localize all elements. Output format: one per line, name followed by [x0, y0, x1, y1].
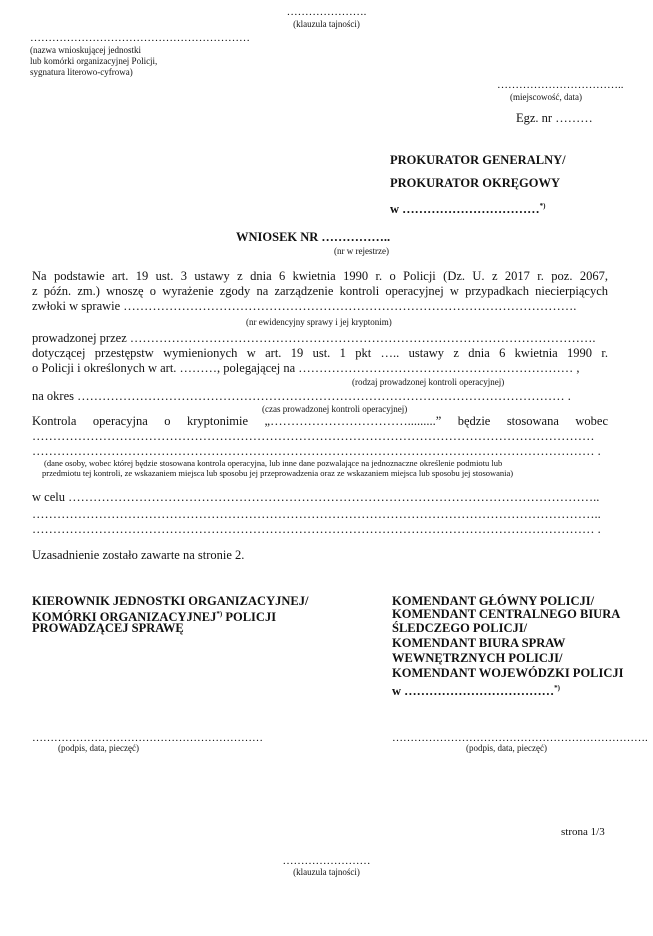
unit-dots: …………………………………………………… [30, 32, 250, 44]
unit-caption-2: lub komórki organizacyjnej Policji, [30, 56, 158, 66]
classification-dots-bottom: …………………… [282, 855, 371, 867]
left-signer-line-3: PROWADZĄCEJ SPRAWĘ [32, 621, 184, 635]
right-signature-dots: ……………………………………………………………. [392, 732, 648, 744]
right-signer-line-5: WEWNĘTRZNYCH POLICJI/ [392, 651, 563, 665]
control-type-caption: (rodzaj prowadzonej kontroli operacyjnej) [352, 377, 505, 387]
body-line-13: ……………………………………………………………………………………………………………………… . [32, 522, 601, 536]
right-signer-line-7: w ………………………………*) [392, 684, 560, 699]
right-signer-line-6: KOMENDANT WOJEWÓDZKI POLICJI [392, 666, 624, 680]
justification-note: Uzasadnienie zostało zawarte na stronie 2. [32, 548, 245, 562]
right-signer-line-4: KOMENDANT BIURA SPRAW [392, 636, 566, 650]
person-caption-1: (dane osoby, wobec której będzie stosowana kontrola operacyjna, lub inne dane pozwalające na jednoznaczne określenie podmiotu lub [44, 458, 503, 468]
addressee-line-1: PROKURATOR GENERALNY/ [390, 153, 566, 167]
left-signature-dots: ……………………………………………………… [32, 732, 263, 744]
right-signer-line-2: KOMENDANT CENTRALNEGO BIURA [392, 607, 621, 621]
place-date-caption: (miejscowość, data) [510, 92, 582, 102]
body-line-11: w celu ……………………………………………………………………………………………………………….. [32, 490, 600, 504]
body-line-8: Kontrola operacyjna o kryptonimie „…………………………….........” będzie stosowana wobec [32, 414, 608, 428]
classification-label-top: (klauzula tajności) [293, 19, 360, 29]
body-line-7: na okres ……………………………………………………………………………………………………… . [32, 389, 571, 403]
right-signer-line-1: KOMENDANT GŁÓWNY POLICJI/ [392, 594, 595, 608]
body-line-2: z późn. zm.) wnoszę o wyrażenie zgody na zarządzenie kontroli operacyjnej w przypadkach niecierpiących [32, 284, 608, 298]
body-line-9: ……………………………………………………………………………………………………………………… [32, 429, 595, 443]
place-date-dots: …………………………….. [497, 79, 624, 91]
body-line-6: o Policji i określonych w art. ………, polegającej na ………………………………………………………… , [32, 361, 580, 375]
classification-label-bottom: (klauzula tajności) [293, 867, 360, 877]
period-caption: (czas prowadzonej kontroli operacyjnej) [262, 404, 408, 414]
addressee-line-3: w ……………………………*) [390, 202, 546, 217]
body-line-10: ……………………………………………………………………………………………………………………… . [32, 444, 601, 458]
right-signature-caption: (podpis, data, pieczęć) [466, 743, 547, 753]
addressee-line-2: PROKURATOR OKRĘGOWY [390, 176, 561, 190]
classification-dots-top: …………………. [286, 6, 367, 18]
body-line-5: dotyczącej przestępstw wymienionych w art. 19 ust. 1 pkt ….. ustawy z dnia 6 kwietnia 1990 r. [32, 346, 608, 360]
unit-caption-1: (nazwa wnioskującej jednostki [30, 45, 141, 55]
body-line-1: Na podstawie art. 19 ust. 3 ustawy z dnia 6 kwietnia 1990 r. o Policji (Dz. U. z 2017 r. poz. 2067, [32, 269, 608, 283]
title-caption: (nr w rejestrze) [334, 246, 389, 256]
copy-number: Egz. nr ……… [516, 111, 593, 125]
left-signature-caption: (podpis, data, pieczęć) [58, 743, 139, 753]
unit-caption-3: sygnatura literowo-cyfrowa) [30, 67, 133, 77]
left-signer-line-1: KIEROWNIK JEDNOSTKI ORGANIZACYJNEJ/ [32, 594, 309, 608]
body-line-3: zwłoki w sprawie ………………………………………………………………………………………………. [32, 299, 577, 313]
body-line-12: ……………………………………………………………………………………………………………………….. [32, 507, 601, 521]
person-caption-2: przedmiotu tej kontroli, ze wskazaniem miejsca lub sposobu jej przeprowadzenia oraz ze wskazaniem miejsca lub sposobu jej stosowania) [42, 468, 514, 478]
document-title: WNIOSEK NR …………….. [236, 230, 391, 244]
case-caption: (nr ewidencyjny sprawy i jej kryptonim) [246, 317, 392, 327]
left-signer-line-2: KOMÓRKI ORGANIZACYJNEJ*) POLICJI [32, 610, 277, 625]
page-number: strona 1/3 [561, 826, 605, 838]
body-line-4: prowadzonej przez …………………………………………………………………………………………………. [32, 331, 596, 345]
right-signer-line-3: ŚLEDCZEGO POLICJI/ [392, 621, 528, 635]
